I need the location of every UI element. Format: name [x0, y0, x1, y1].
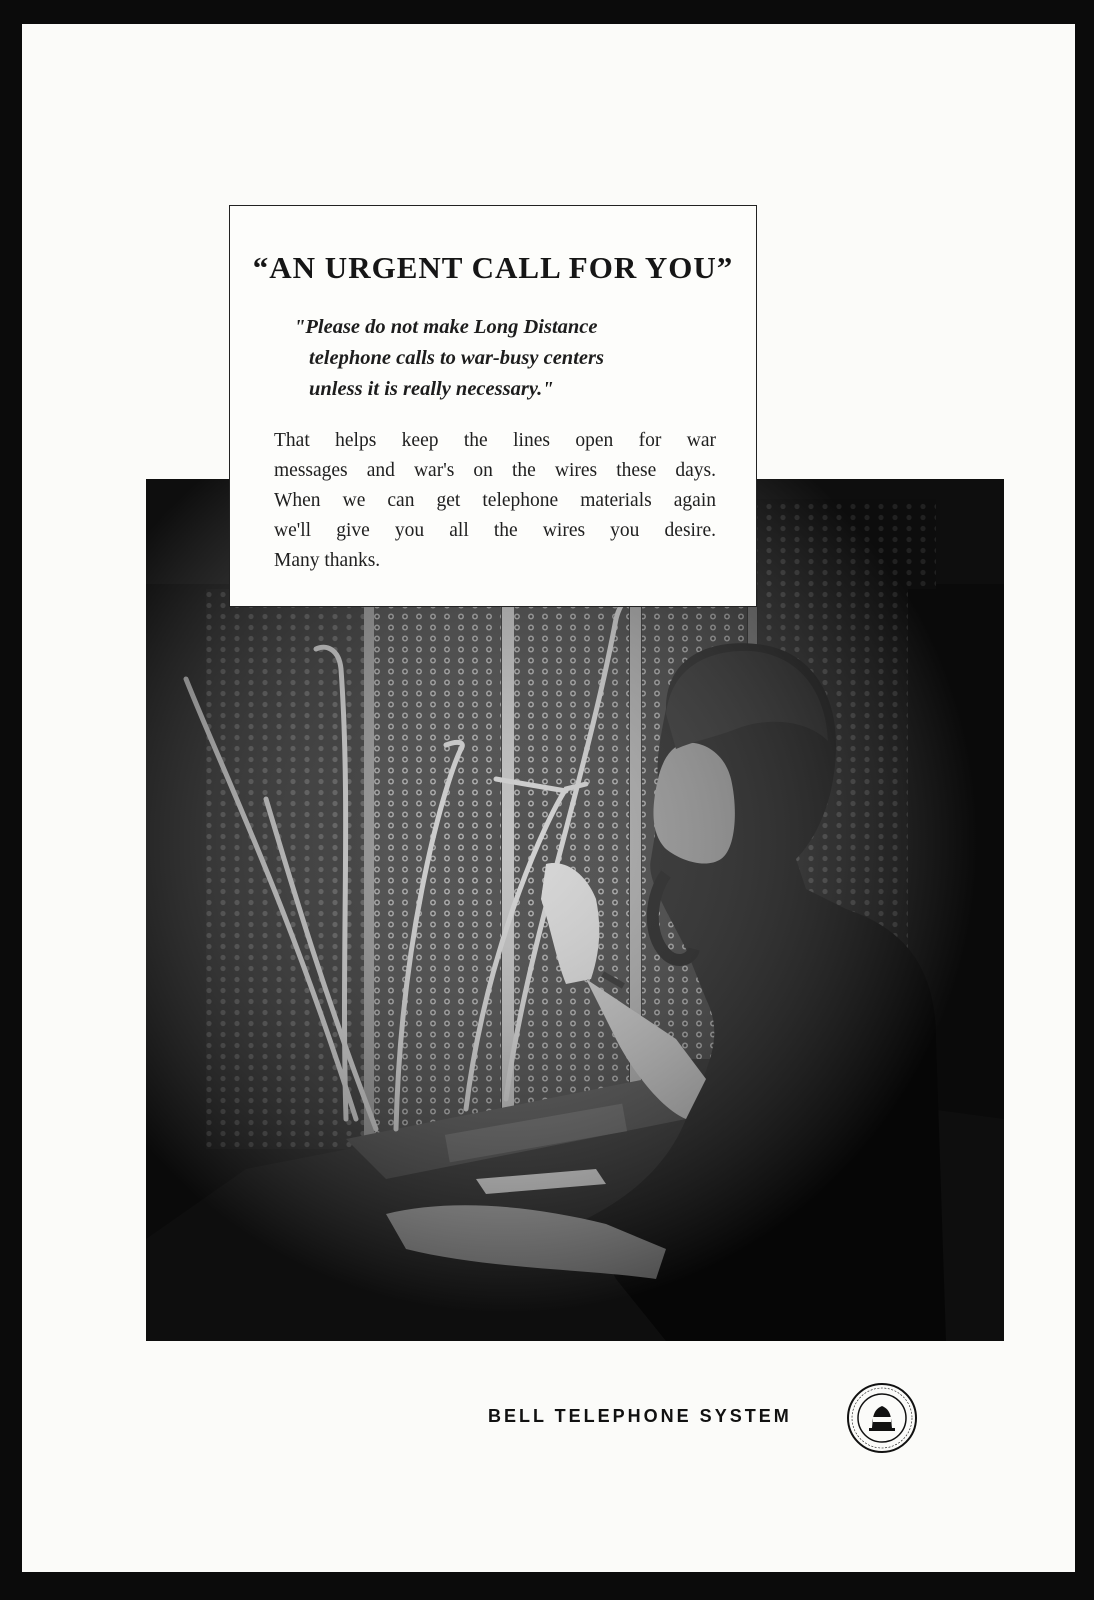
headline: “AN URGENT CALL FOR YOU”	[252, 250, 734, 285]
headline-callout-box	[229, 205, 757, 607]
bell-system-seal-icon	[846, 1382, 918, 1454]
body-line: That helps keep the lines open for war	[274, 430, 716, 451]
bell-telephone-system-signature: BELL TELEPHONE SYSTEM	[488, 1406, 792, 1426]
advertisement-page	[22, 24, 1075, 1572]
body-line: Many thanks.	[274, 550, 381, 571]
body-line: messages and war's on the wires these days.	[274, 460, 716, 481]
quote-line: "Please do not make Long Distance	[294, 316, 598, 338]
body-line: we'll give you all the wires you desire.	[274, 520, 716, 541]
quote-line: unless it is really necessary."	[309, 378, 554, 400]
switchboard-operator-photo	[146, 479, 1004, 1341]
quote-line: telephone calls to war-busy centers	[309, 347, 604, 369]
body-copy	[274, 426, 716, 576]
quote-block	[294, 312, 714, 405]
body-line: When we can get telephone materials again	[274, 490, 716, 511]
